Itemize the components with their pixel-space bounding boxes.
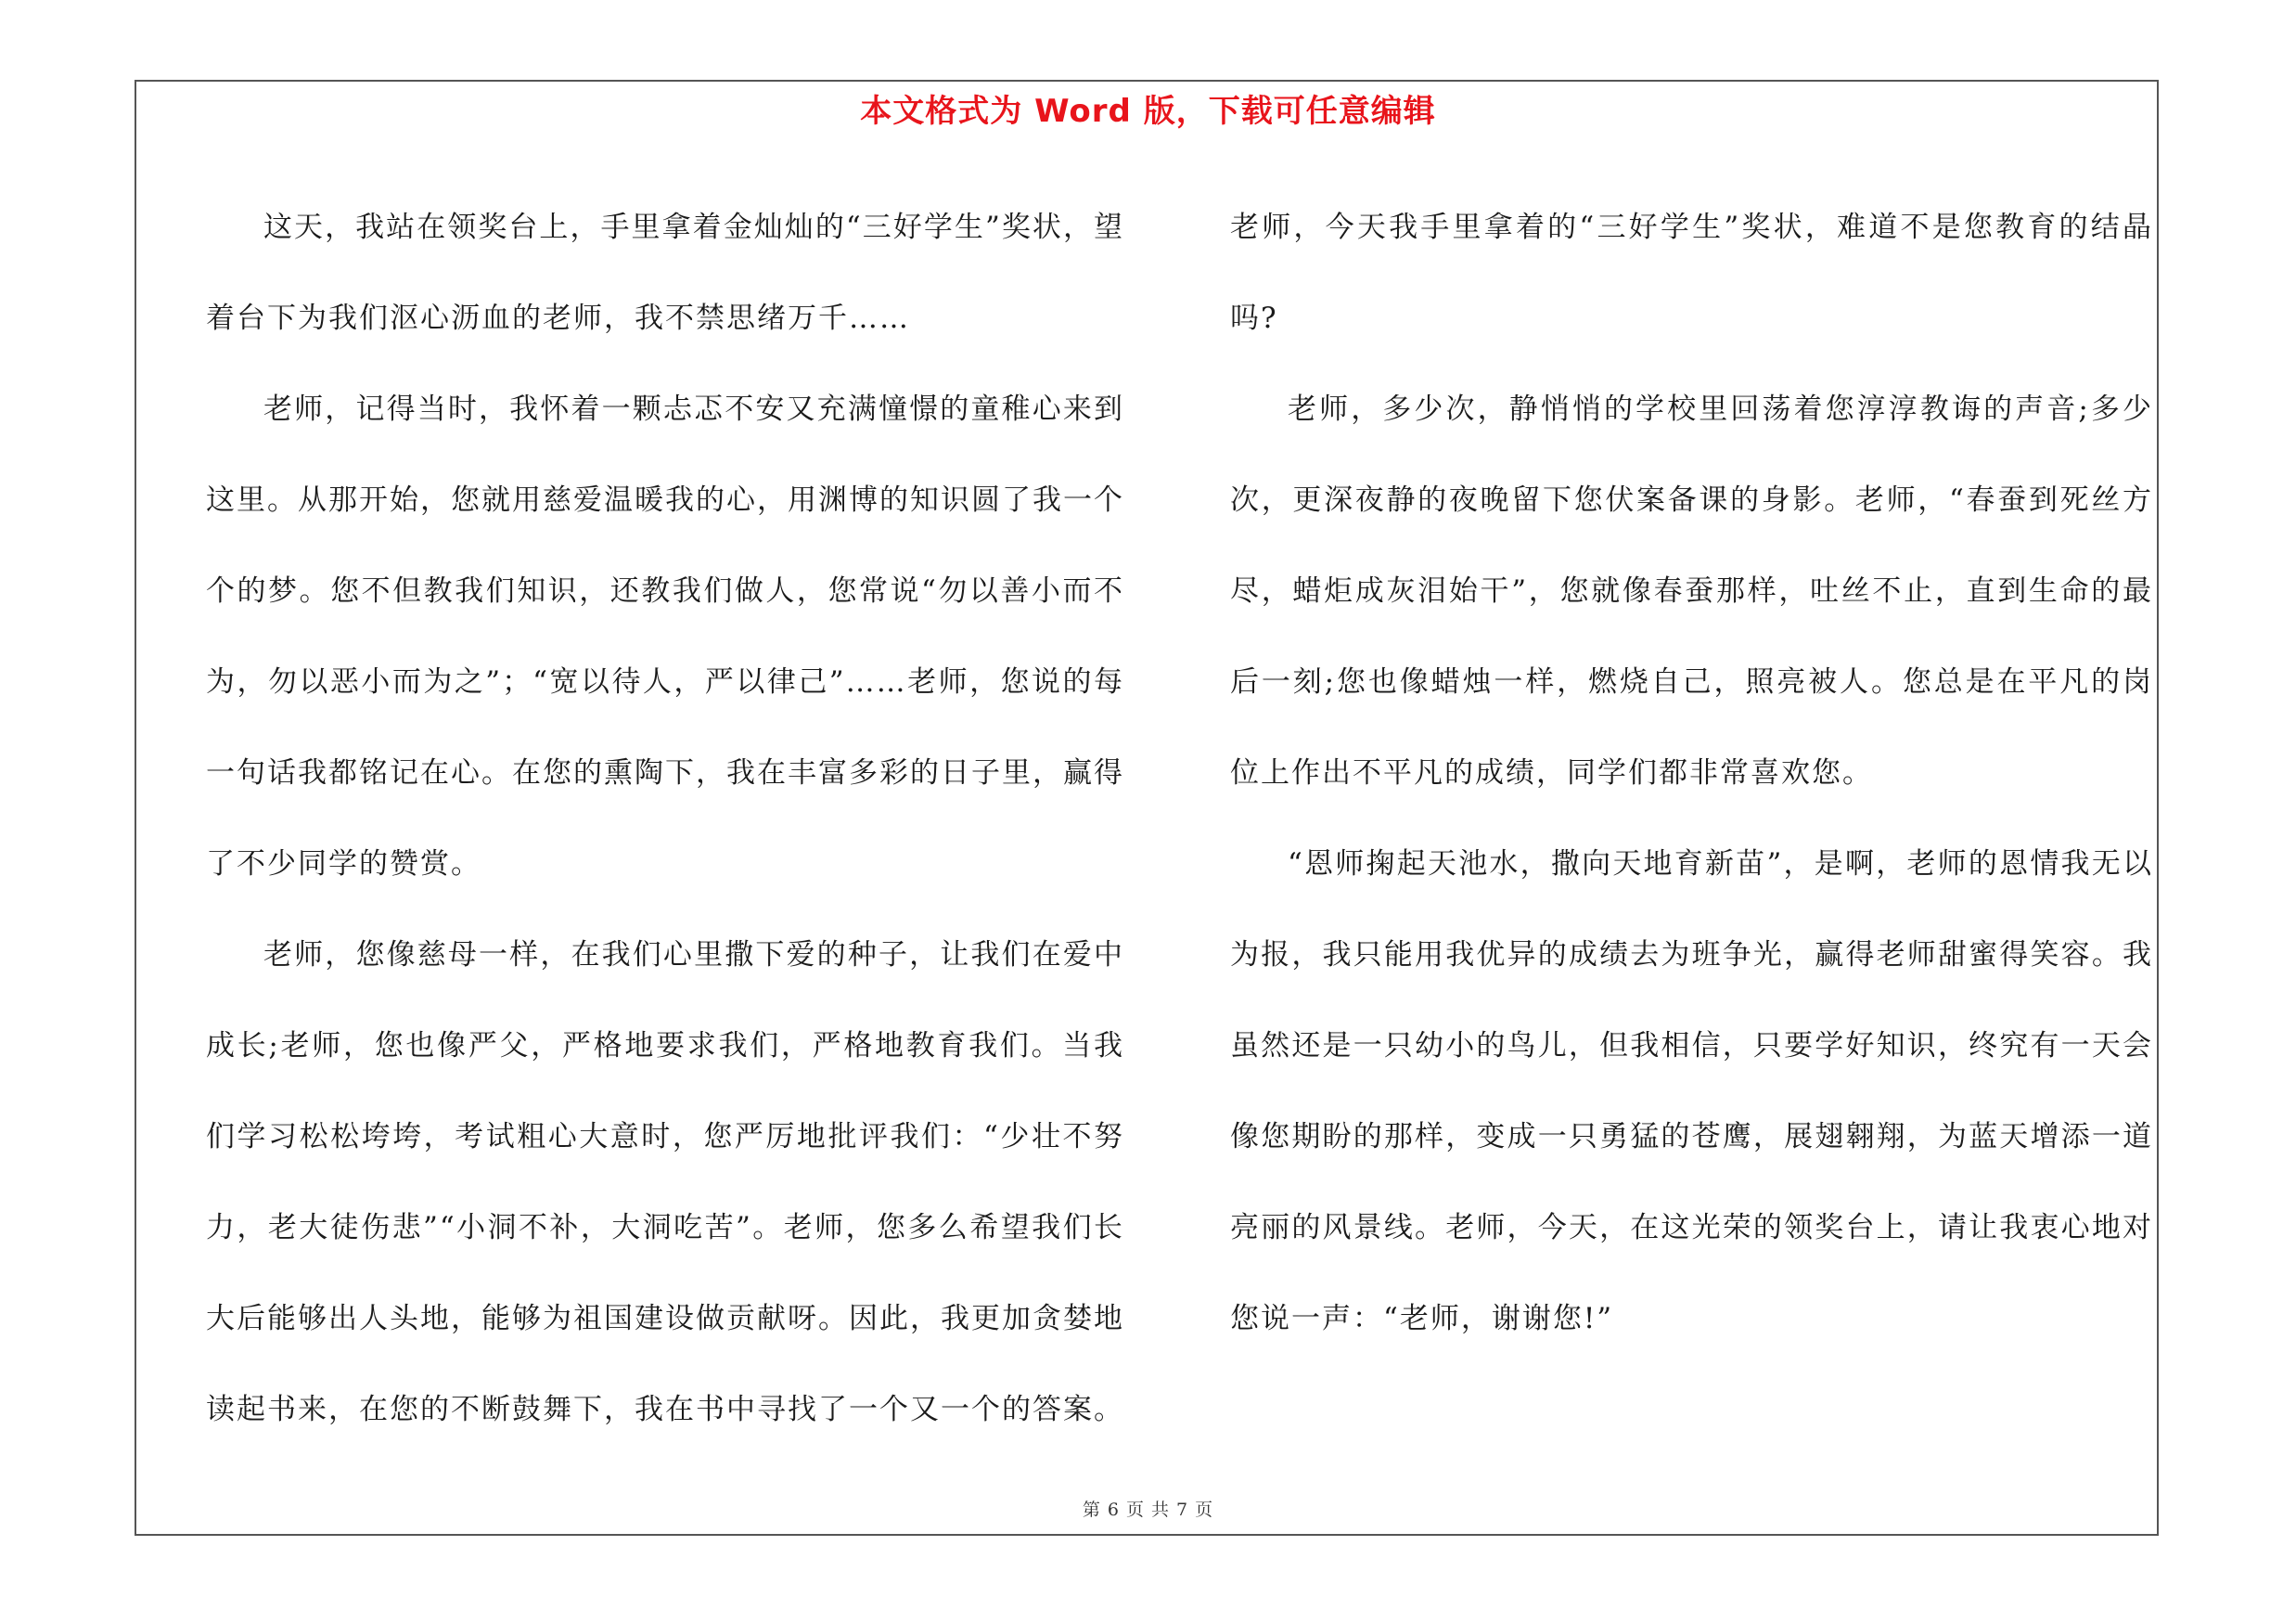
page-number-footer: 第 6 页 共 7 页 — [1082, 1500, 1214, 1520]
paragraph: “恩师掬起天池水，撒向天地育新苗”，是啊，老师的恩情我无以为报，我只能用我优异的成绩去为班争光，赢得老师甜蜜得笑容。我虽然还是一只幼小的鸟儿，但我相信，只要学好知识，终究有一天会像您期盼的那样，变成一只勇猛的苍鹰，展翅翱翔，为蓝天增添一道亮丽的风景线。老师，今天，在这光荣的领奖台上，请让我衷心地对您说一声：“老师，谢谢您!” — [1230, 847, 2153, 1335]
format-notice-banner: 本文格式为 Word 版，下载可任意编辑 — [860, 93, 1436, 130]
paragraph: 这天，我站在领奖台上，手里拿着金灿灿的“三好学生”奖状，望着台下为我们沤心沥血的老师，我不禁思绪万千…… — [206, 211, 1124, 335]
paragraph-continuation: 老师，今天我手里拿着的“三好学生”奖状，难道不是您教育的结晶吗? — [1230, 211, 2153, 335]
paragraph: 老师，记得当时，我怀着一颗忐忑不安又充满憧憬的童稚心来到这里。从那开始，您就用慈爱温暖我的心，用渊博的知识圆了我一个个的梦。您不但教我们知识，还教我们做人，您常说“勿以善小而不为，勿以恶小而为之”；“宽以待人，严以律己”……老师，您说的每一句话我都铭记在心。在您的熏陶下，我在丰富多彩的日子里，赢得了不少同学的赞赏。 — [206, 393, 1124, 881]
left-text-column — [206, 182, 1124, 1455]
paragraph: 老师，多少次，静悄悄的学校里回荡着您淳淳教诲的声音;多少次，更深夜静的夜晚留下您伏案备课的身影。老师，“春蚕到死丝方尽，蜡炬成灰泪始干”，您就像春蚕那样，吐丝不止，直到生命的最后一刻;您也像蜡烛一样，燃烧自己，照亮被人。您总是在平凡的岗位上作出不平凡的成绩，同学们都非常喜欢您。 — [1230, 393, 2153, 790]
paragraph: 老师，您像慈母一样，在我们心里撒下爱的种子，让我们在爱中成长;老师，您也像严父，严格地要求我们，严格地教育我们。当我们学习松松垮垮，考试粗心大意时，您严厉地批评我们：“少壮不努力，老大徒伤悲”“小洞不补，大洞吃苦”。老师，您多么希望我们长大后能够出人头地，能够为祖国建设做贡献呀。因此，我更加贪婪地读起书来，在您的不断鼓舞下，我在书中寻找了一个又一个的答案。 — [206, 938, 1124, 1426]
right-text-column — [1230, 182, 2153, 1364]
